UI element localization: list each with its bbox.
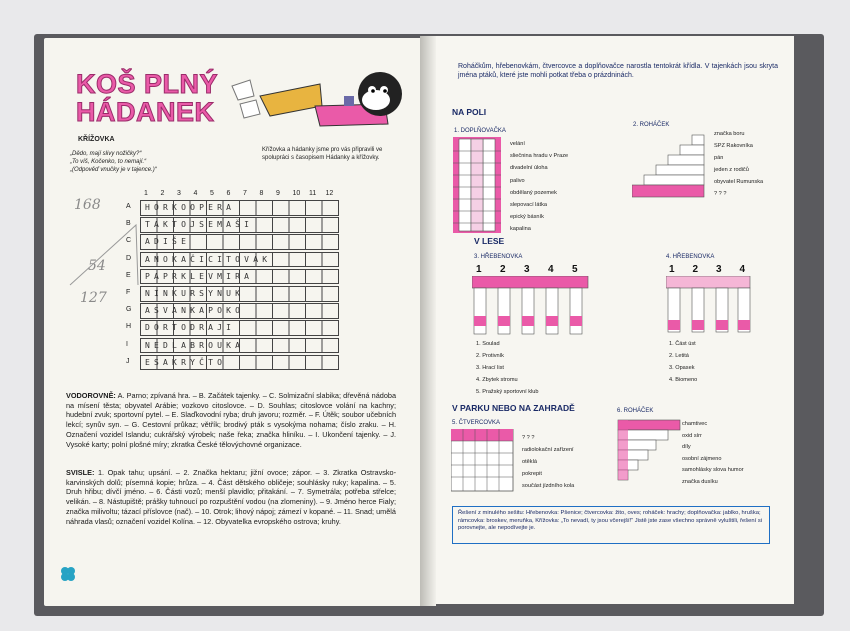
rohacek-2-grid — [632, 133, 708, 201]
rohacek-6-grid — [616, 418, 682, 494]
section-v-lese: V LESE — [474, 236, 505, 246]
hrebenovka-3-grid — [472, 276, 590, 336]
crossword-col-number: 10 — [292, 190, 301, 197]
krizovka-intro: Křížovka a hádanky jsme pro vás připravili ve spolupráci s časopisem Hádanky a křížovky. — [262, 147, 383, 161]
crossword-row-letter: H — [126, 323, 132, 331]
crossword-row: NEDLABROUKA — [140, 338, 339, 354]
doplnovacka-clue: epický básník — [510, 214, 544, 221]
vodorovne-clues — [66, 391, 396, 449]
rohacek-6-clue: značka dusíku — [682, 479, 718, 485]
doplnovacka-clue: slepovací látka — [510, 202, 548, 208]
rohacek-2-clue: obyvatel Rumunska — [714, 179, 764, 185]
rohacek-2-clue: ? ? ? — [714, 191, 727, 197]
hrebenovka-3-number: 2 — [500, 264, 506, 275]
crossword-row-letter: A — [126, 203, 131, 210]
crossword-col-number: 7 — [243, 190, 247, 197]
crossword-col-number: 1 — [144, 190, 148, 197]
hrebenovka-4-number: 2 — [692, 264, 699, 275]
krizovka-heading: KŘÍŽOVKA — [78, 136, 115, 143]
vodorovne-title: VODOROVNĚ: — [66, 391, 116, 400]
hrebenovka-4-number: 4 — [739, 264, 746, 275]
doplnovacka-clue: palivo — [510, 177, 525, 184]
crossword-row: ADIŠE — [140, 234, 339, 250]
handwritten-number-1: 168 — [74, 197, 101, 213]
crossword-col-number: 3 — [177, 190, 181, 197]
ctvercovka-clue: pokrepit — [522, 471, 542, 477]
hrebenovka-3-clue: 4. Zbytek stromu — [476, 377, 518, 383]
crossword-col-number: 12 — [325, 190, 334, 197]
section-v-parku: V PARKU NEBO NA ZAHRADĚ — [452, 403, 575, 413]
ctvercovka-grid — [451, 429, 515, 493]
crossword-row-letter: C — [126, 237, 132, 245]
rohacek-6-clue: chamtivec — [682, 421, 708, 427]
crossword-col-number: 9 — [276, 190, 280, 197]
hrebenovka-4-heading: 4. HŘEBENOVKA — [666, 254, 715, 260]
hrebenovka-4-clue: 1. Část úst — [669, 341, 696, 347]
crossword-col-number: 5 — [210, 190, 214, 197]
crossword-row: TAKTOJSEMAŠI — [140, 217, 339, 233]
crossword-row-letter: D — [126, 254, 132, 262]
crossword-row: NINKURSYNUK — [140, 286, 339, 302]
crossword-col-number: 2 — [160, 190, 165, 197]
rohacek-6-clue: samohlásky slova humor — [682, 467, 744, 474]
dialog-line-3: „(Odpověď vnučky je v tajence.)“ — [70, 167, 157, 173]
doplnovacka-clue: obdělaný pozemek — [510, 189, 557, 196]
rohacek-2-clue: jeden z rodičů — [714, 167, 749, 173]
doplnovacka-grid — [453, 137, 501, 233]
title-line-2: HÁDANEK — [76, 97, 215, 127]
doplnovacka-clue: kapalina — [510, 226, 531, 233]
dialog-line-1: „Dědo, mají slivy nožičky?“ — [70, 151, 142, 157]
handwritten-number-3: 127 — [80, 290, 107, 306]
hrebenovka-4-clue: 4. Biomeno — [669, 377, 698, 383]
doplnovacka-clue: velání — [510, 141, 525, 147]
handwritten-scribble — [66, 215, 146, 295]
page-gutter — [420, 36, 436, 606]
crossword-row: ANOKAČICITOVAK — [140, 252, 339, 268]
crossword-col-number: 8 — [259, 190, 264, 197]
section-na-poli: NA POLI — [452, 107, 487, 117]
hrebenovka-3-number: 4 — [548, 264, 554, 275]
doplnovacka-clue: divadelní úloha — [510, 165, 548, 172]
dialog-line-2: „To víš, Kočenko, to nemají.“ — [70, 159, 147, 165]
crossword-row-letter: B — [126, 220, 131, 228]
hrebenovka-4-grid — [666, 276, 752, 336]
hrebenovka-3-number: 1 — [476, 264, 482, 275]
crossword-row-letter: G — [126, 306, 132, 314]
hrebenovka-3-heading: 3. HŘEBENOVKA — [474, 254, 523, 260]
rohacek-2-heading: 2. ROHÁČEK — [633, 122, 670, 128]
ctvercovka-clue: radiolokační zařízení — [522, 447, 574, 453]
cat-illustration — [210, 66, 410, 146]
crossword-col-number: 4 — [193, 190, 198, 197]
title-line-1: KOŠ PLNÝ — [76, 69, 219, 99]
vodorovne-text: A. Parno; zpívaná hra. – B. Začátek tajenky. – C. Solmizační slabika; dřevěná nádoba na mísení těsta; obyvatel Arábie; vozkovo citoslovce. – D. Souhlas; citoslovce volání na kachny; hudební zvuk; sportovní pytel. – E. Slaďkovodní ryba; druh javoru; rozměr. – F. Útěk; soubor učebních lekcí; synův syn. – G. Cestovní průkaz; větřík; brodivý pták s vysokýma nohama; číslo zraku. – H. Označení vozidel Islandu; cukrářský výrobek; naše řeka; značka hliníku. – I. Ukončení tajenky. – J. Vysoké karty; polní plošné míry; zkratka České tělovýchovné organizace. — [66, 391, 396, 449]
ctvercovka-clue: součást jízdního kola — [522, 483, 575, 489]
svisle-title: SVISLE: — [66, 468, 95, 477]
crossword-row: ASVANKAPOKO — [140, 303, 339, 319]
doplnovacka-clue: sliečnina hradu v Praze — [510, 153, 569, 160]
rohacek-6-clue: osobní zájmeno — [682, 455, 722, 462]
crossword-row-letter: J — [126, 357, 130, 365]
crossword-col-number: 11 — [309, 190, 317, 197]
ctvercovka-clue: otěklá — [522, 459, 537, 465]
rohacek-6-clue: díly — [682, 444, 691, 451]
crossword-row: DORTODRAJI — [140, 320, 339, 336]
hrebenovka-4-number: 1 — [669, 264, 675, 275]
hrebenovka-3-clue: 2. Protivník — [476, 353, 504, 359]
hrebenovka-3-clue: 3. Hrací list — [476, 365, 504, 371]
ctvercovka-clue: ? ? ? — [522, 435, 535, 441]
rohacek-6-heading: 6. ROHÁČEK — [617, 408, 654, 414]
rohacek-2-clue: značka boru — [714, 131, 745, 137]
rohacek-2-clue: pán — [714, 155, 724, 161]
ctvercovka-heading: 5. ČTVERCOVKA — [452, 420, 501, 426]
crossword-row: HORKOOPERA — [140, 200, 339, 216]
svisle-clues — [66, 468, 396, 526]
hrebenovka-3-clue: 1. Soulad — [476, 341, 500, 347]
handwritten-number-2: 54 — [88, 258, 106, 274]
crossword-row-letter: I — [126, 340, 128, 348]
clover-icon — [60, 566, 76, 582]
hrebenovka-4-clue: 3. Opasek — [669, 365, 695, 371]
doplnovacka-heading: 1. DOPLŇOVAČKA — [454, 128, 506, 134]
crossword-row: ESAKRYČTO — [140, 355, 339, 371]
hrebenovka-4-number: 3 — [716, 264, 722, 275]
crossword-row-letter: F — [126, 289, 131, 296]
crossword-col-number: 6 — [226, 190, 231, 197]
rohacek-2-clue: SPZ Rakovníka — [714, 143, 753, 149]
crossword-row-letter: E — [126, 271, 131, 279]
previous-solution-box: Řešení z minulého sešitu: Hřebenovka: Pšenice; čtvercovka: žito, oves; roháček: hrachy; doplňovačka: jablko, hruška; rámcovka: broskev, meruňka, Křížovka: „To nevadí, ty jsou včerejší!“ Jistě jste zase všechno správně vyluštili, řešení si porovnejte, ale nepodívejte je. — [452, 506, 770, 544]
rohacek-6-clue: oxid sírr — [682, 432, 702, 439]
hrebenovka-3-clue: 5. Pražský sportovní klub — [476, 389, 539, 395]
svisle-text: 1. Opak tahu; upsání. – 2. Značka hektaru; jižní ovoce; zápor. – 3. Zkratka Ostravsko-karvinských dolů; písemná kopie; hrůza. – 4. Část dětského obličeje; souhlásky ruky; kapalina. – 5. Druh hřibu; dívčí jméno. – 6. Části vozů; menší plavidlo; přitakání. – 7. Symetrála; potřeba střelce; velikán. – 8. Nástupiště; prášky tuhnoucí po rozpuštění vodou (na zlomeniny). – 9. Jméno herce Fialy; značka milivoltu; tázací příslovce (nač). – 10. Otrok; lihový nápoj; zámezí v kopané. – 11. Snad; umělá náhrada vlasů; označení vozidel Kolína. – 12. Obyvatelka evropského ostrova; kruhy. — [66, 468, 396, 526]
right-intro: Roháčkům, hřebenovkám, čtvercovce a doplňovačce narostla tentokrát křídla. V tajenkách jsou skryta jména ptáků, které jste mohli potkat třeba o prázdninách. — [458, 63, 778, 79]
hrebenovka-4-clue: 2. Letitá — [669, 353, 689, 359]
crossword-row: PAPRKLEVMIRA — [140, 269, 339, 285]
hrebenovka-3-number: 3 — [524, 264, 530, 275]
hrebenovka-3-number: 5 — [572, 264, 578, 275]
